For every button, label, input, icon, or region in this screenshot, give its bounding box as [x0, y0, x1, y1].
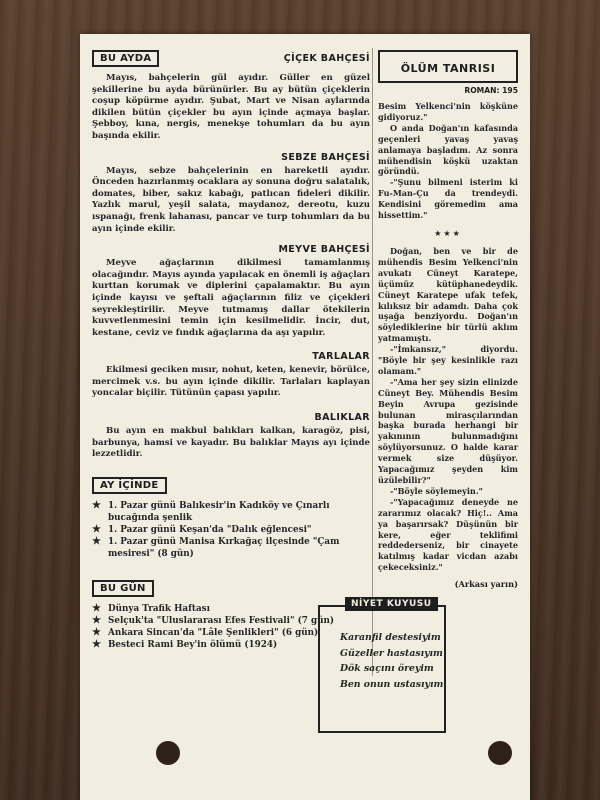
left-column	[92, 50, 370, 651]
tarlalar-text: Ekilmesi geciken mısır, nohut, keten, kenevir, börülce, mercimek v.s. bu ayın içinde dikilir. Tarlaları kaplayan yoncalar biçilir. Tütünün çapası yapılır.	[92, 365, 370, 399]
cicek-title: ÇİÇEK BAHÇESİ	[283, 53, 370, 64]
baliklar-title: BALIKLAR	[314, 412, 370, 424]
list-item: ★ 1. Pazar günü Manisa Kırkağaç ilçesinde "Çam mesiresi" (8 gün)	[92, 535, 340, 559]
sebze-title: SEBZE BAHÇESİ	[281, 151, 370, 163]
list-item: ★ Selçuk'ta "Uluslararası Efes Festivali" (7 gün)	[92, 614, 335, 626]
sebze-text: Mayıs, sebze bahçelerinin en hareketli ayıdır. Önceden hazırlanmış ocaklara ay sonuna doğru salatalık, domates, biber, sakız kabağı, patlıcan fideleri dikilir. Yazlık marul, yeşil salata, maydanoz, dereotu, kuzu ıspanağı, frenk lahanası, pancar ve turp tohumları da bu ayın içinde ekilir.	[92, 165, 370, 234]
star-icon: ★	[92, 602, 101, 614]
serial-paragraph: -"Böyle söylemeyin."	[390, 485, 483, 496]
baliklar-text: Bu ayın en makbul balıkları kalkan, karagöz, pisi, barbunya, hamsi ve kayadır. Bu balıklar Mayıs ayı içinde lezzetlidir.	[92, 426, 370, 460]
serial-paragraph: Doğan, ben ve bir de mühendis Besim Yelkenci'nin avukatı Cüneyt Karatepe, üçümüz kütüphanedeydik. Cüneyt Karatepe ufak tefek, kılıksız bir adamdı. Daha çok uşağa benziyordu. Doğan'ın söylediklerine bir türlü aklım yatmamıştı.	[378, 245, 518, 344]
binding-hole	[156, 741, 180, 765]
poem-line: Dök saçını öreyim	[340, 663, 434, 674]
list-item: ★ 1. Pazar günü Keşan'da "Dalık eğlencesi"	[92, 523, 312, 535]
list-item: ★ Besteci Rami Bey'in ölümü (1924)	[92, 638, 278, 650]
cicek-text: Mayıs, bahçelerin gül ayıdır. Güller en güzel şekillerine bu ayda bürünürler. Bu ay bütün çiçeklerin coşup köpürme ayıdır. Şubat, Mart ve Nisan aylarında dikilen bütün çiçekler bu ayın içinde açmaya başlar. Şebboy, kına, nergis, menekşe tohumları da bu ayın başında ekilir.	[92, 73, 370, 141]
continued-note: (Arkası yarın)	[454, 579, 518, 590]
right-column	[378, 50, 518, 589]
niyet-poem	[340, 630, 447, 692]
binding-hole	[488, 741, 512, 765]
serial-paragraph: -"Şunu bilmeni isterim ki Fu-Man-Çu da trendeydi. Kendisini göremedim ama hissettim."	[378, 177, 518, 221]
niyet-kuyusu-label: NİYET KUYUSU	[345, 597, 438, 611]
scene-separator: ★★★	[434, 228, 462, 238]
serial-paragraph: O anda Doğan'ın kafasında geçenleri yavaş yavaş anlamaya başladım. Az sonra mühendisin köşkü uzaktan göründü.	[378, 122, 518, 177]
serial-paragraph: Besim Yelkenci'nin köşküne gidiyoruz."	[378, 101, 518, 122]
tarlalar-title: TARLALAR	[312, 351, 370, 363]
poem-line: Ben onun ustasıyım.	[340, 678, 447, 690]
roman-number: ROMAN: 195	[464, 86, 518, 95]
poem-line: Karanfil destesiyim	[340, 632, 441, 643]
meyve-text: Meyve ağaçlarının dikilmesi tamamlanmış olacağındır. Mayıs ayında yapılacak en önemli iş ağaçları kurttan korumak ve diplerini çapalamaktır. Bu ayın içinde kayısı ve şeftali ağaçlarının filiz ve çiçekleri seyrekleştirilir. Meyve tutmamış dallar ötekilerin kuvvetlenmesini temin için kesilmelidir. İncir, dut, kestane, ceviz ve fındık ağaçlarına da aşı yapılır.	[92, 258, 370, 338]
list-item: ★ Dünya Trafik Haftası	[92, 602, 210, 614]
star-icon: ★	[92, 535, 101, 547]
column-divider	[372, 48, 373, 676]
serial-paragraph: -"Ama her şey sizin elinizde Cüneyt Bey. Mühendis Besim Beyin Avrupa gezisinde bulunan mirasçılarından başka burada herhangi bir yakınının bulunmadığını söylüyorsunuz. O halde karar vermek size düşüyor. Yapacağımız şeyden kim üzülebilir?"	[378, 376, 518, 485]
list-item: ★ 1. Pazar günü Balıkesir'in Kadıköy ve Çınarlı bucağında şenlik	[92, 499, 330, 523]
star-icon: ★	[92, 499, 101, 511]
meyve-title: MEYVE BAHÇESİ	[278, 244, 370, 256]
bu-ayda-label: BU AYDA	[92, 50, 159, 67]
ay-icinde-list	[92, 500, 370, 560]
list-item: ★ Ankara Sincan'da "Lâle Şenlikleri" (6 gün)	[92, 626, 319, 638]
serial-paragraph: -"Yapacağımız deneyde ne zararımız olacak? Hiç!.. Ama ya başarırsak? Düşünün bir kere, eğer teklifimi reddederseniz, bir cinayete katılmış kadar vicdan azabı çekeceksiniz."	[378, 496, 518, 573]
calendar-page	[80, 34, 530, 800]
star-icon: ★	[92, 614, 101, 626]
poem-line: Güzeller hastasıyım	[340, 647, 443, 659]
ay-icinde-label: AY İÇİNDE	[92, 477, 167, 494]
star-icon: ★	[92, 638, 101, 650]
bu-gun-label: BU GÜN	[92, 580, 154, 597]
star-icon: ★	[92, 523, 101, 535]
star-icon: ★	[92, 626, 101, 638]
serial-paragraph: -"İmkansız," diyordu. "Böyle bir şey kesinlikle razı olamam."	[378, 344, 518, 376]
serial-title: ÖLÜM TANRISI	[400, 62, 496, 75]
